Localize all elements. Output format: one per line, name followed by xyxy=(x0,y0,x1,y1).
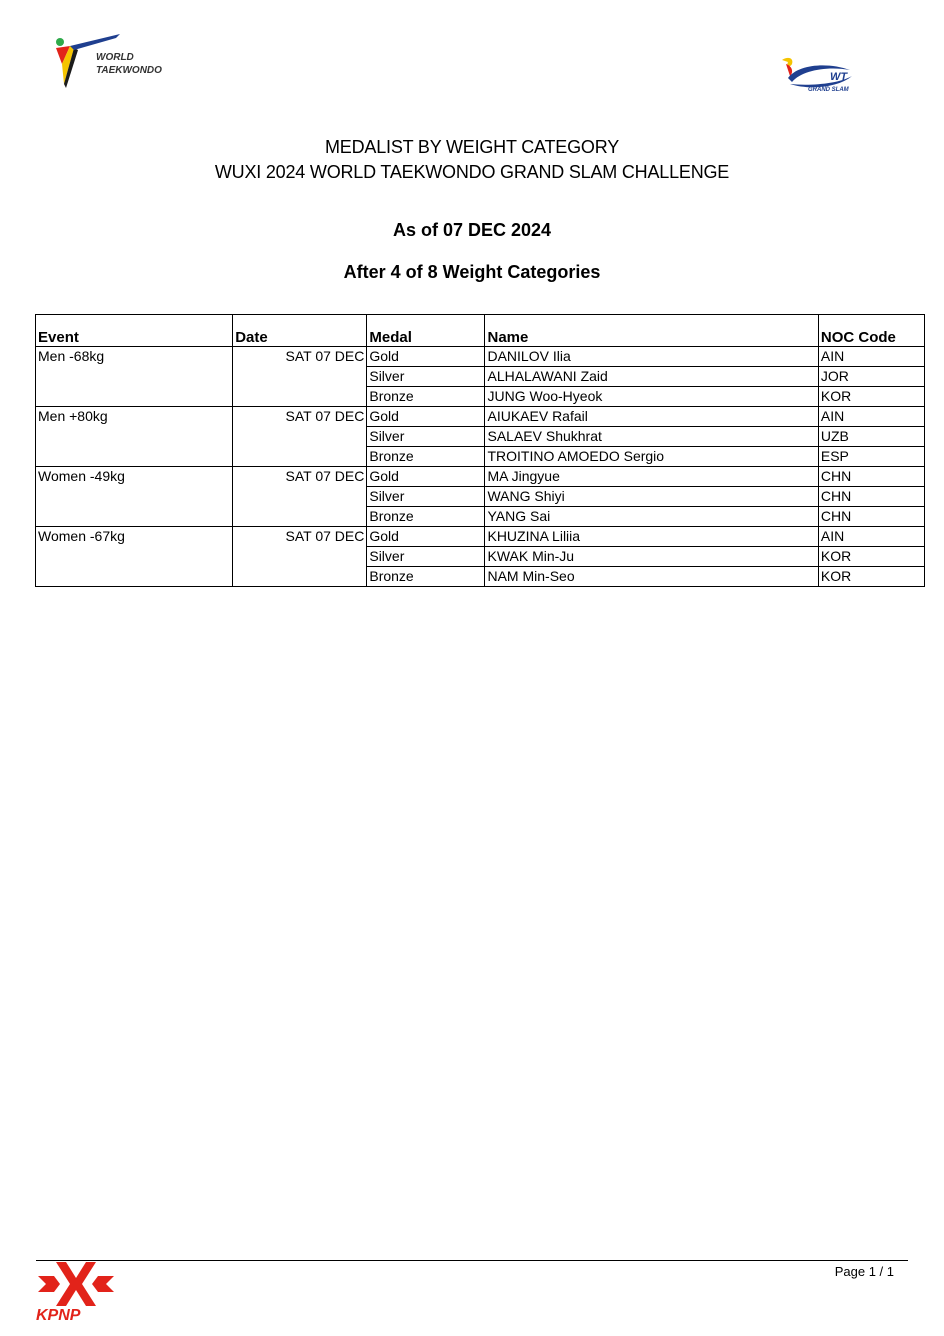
athlete-name-cell: YANG Sai xyxy=(485,507,818,527)
medalist-table xyxy=(35,314,925,587)
header-medal: Medal xyxy=(367,315,485,347)
world-taekwondo-logo xyxy=(52,34,192,92)
athlete-name-cell: WANG Shiyi xyxy=(485,487,818,507)
event-cell: Women -49kg xyxy=(36,467,233,527)
noc-cell: KOR xyxy=(818,567,924,587)
medal-cell: Gold xyxy=(367,347,485,367)
medal-cell: Bronze xyxy=(367,567,485,587)
event-cell: Women -67kg xyxy=(36,527,233,587)
medal-cell: Bronze xyxy=(367,447,485,467)
noc-cell: CHN xyxy=(818,507,924,527)
table-row xyxy=(36,407,925,427)
athlete-name-cell: MA Jingyue xyxy=(485,467,818,487)
svg-text:WORLD: WORLD xyxy=(96,52,134,63)
noc-cell: JOR xyxy=(818,367,924,387)
athlete-name-cell: DANILOV Ilia xyxy=(485,347,818,367)
medal-cell: Silver xyxy=(367,547,485,567)
svg-text:TAEKWONDO: TAEKWONDO xyxy=(96,65,162,76)
footer-divider xyxy=(36,1260,908,1261)
header-name: Name xyxy=(485,315,818,347)
svg-text:WT: WT xyxy=(830,71,848,83)
date-cell: SAT 07 DEC xyxy=(233,347,367,407)
noc-cell: UZB xyxy=(818,427,924,447)
header-event: Event xyxy=(36,315,233,347)
athlete-name-cell: KWAK Min-Ju xyxy=(485,547,818,567)
athlete-name-cell: NAM Min-Seo xyxy=(485,567,818,587)
date-cell: SAT 07 DEC xyxy=(233,407,367,467)
document-event-title: WUXI 2024 WORLD TAEKWONDO GRAND SLAM CHALLENGE xyxy=(214,162,730,182)
noc-cell: CHN xyxy=(818,487,924,507)
medal-cell: Silver xyxy=(367,427,485,447)
medal-cell: Silver xyxy=(367,367,485,387)
progress-text: After 4 of 8 Weight Categories xyxy=(343,262,601,282)
medal-cell: Bronze xyxy=(367,387,485,407)
medal-cell: Gold xyxy=(367,467,485,487)
as-of-date: As of 07 DEC 2024 xyxy=(392,220,552,240)
athlete-name-cell: SALAEV Shukhrat xyxy=(485,427,818,447)
date-cell: SAT 07 DEC xyxy=(233,527,367,587)
header-date: Date xyxy=(233,315,367,347)
noc-cell: AIN xyxy=(818,347,924,367)
svg-text:KPNP: KPNP xyxy=(36,1307,81,1322)
document-title: MEDALIST BY WEIGHT CATEGORY xyxy=(325,137,619,157)
medal-cell: Gold xyxy=(367,407,485,427)
athlete-name-cell: AIUKAEV Rafail xyxy=(485,407,818,427)
page-number: Page 1 / 1 xyxy=(834,1264,894,1279)
athlete-name-cell: JUNG Woo-Hyeok xyxy=(485,387,818,407)
medal-cell: Bronze xyxy=(367,507,485,527)
table-row xyxy=(36,467,925,487)
table-row xyxy=(36,347,925,367)
athlete-name-cell: TROITINO AMOEDO Sergio xyxy=(485,447,818,467)
athlete-name-cell: ALHALAWANI Zaid xyxy=(485,367,818,387)
athlete-name-cell: KHUZINA Liliia xyxy=(485,527,818,547)
noc-cell: KOR xyxy=(818,387,924,407)
kpnp-logo xyxy=(34,1260,118,1322)
table-row xyxy=(36,527,925,547)
event-cell: Men -68kg xyxy=(36,347,233,407)
table-header-row xyxy=(36,315,925,347)
noc-cell: AIN xyxy=(818,527,924,547)
header-noc-code: NOC Code xyxy=(818,315,924,347)
medal-cell: Silver xyxy=(367,487,485,507)
noc-cell: CHN xyxy=(818,467,924,487)
date-cell: SAT 07 DEC xyxy=(233,467,367,527)
event-cell: Men +80kg xyxy=(36,407,233,467)
noc-cell: ESP xyxy=(818,447,924,467)
medal-cell: Gold xyxy=(367,527,485,547)
noc-cell: AIN xyxy=(818,407,924,427)
noc-cell: KOR xyxy=(818,547,924,567)
grand-slam-logo xyxy=(778,54,862,96)
svg-text:GRAND SLAM: GRAND SLAM xyxy=(808,87,849,93)
